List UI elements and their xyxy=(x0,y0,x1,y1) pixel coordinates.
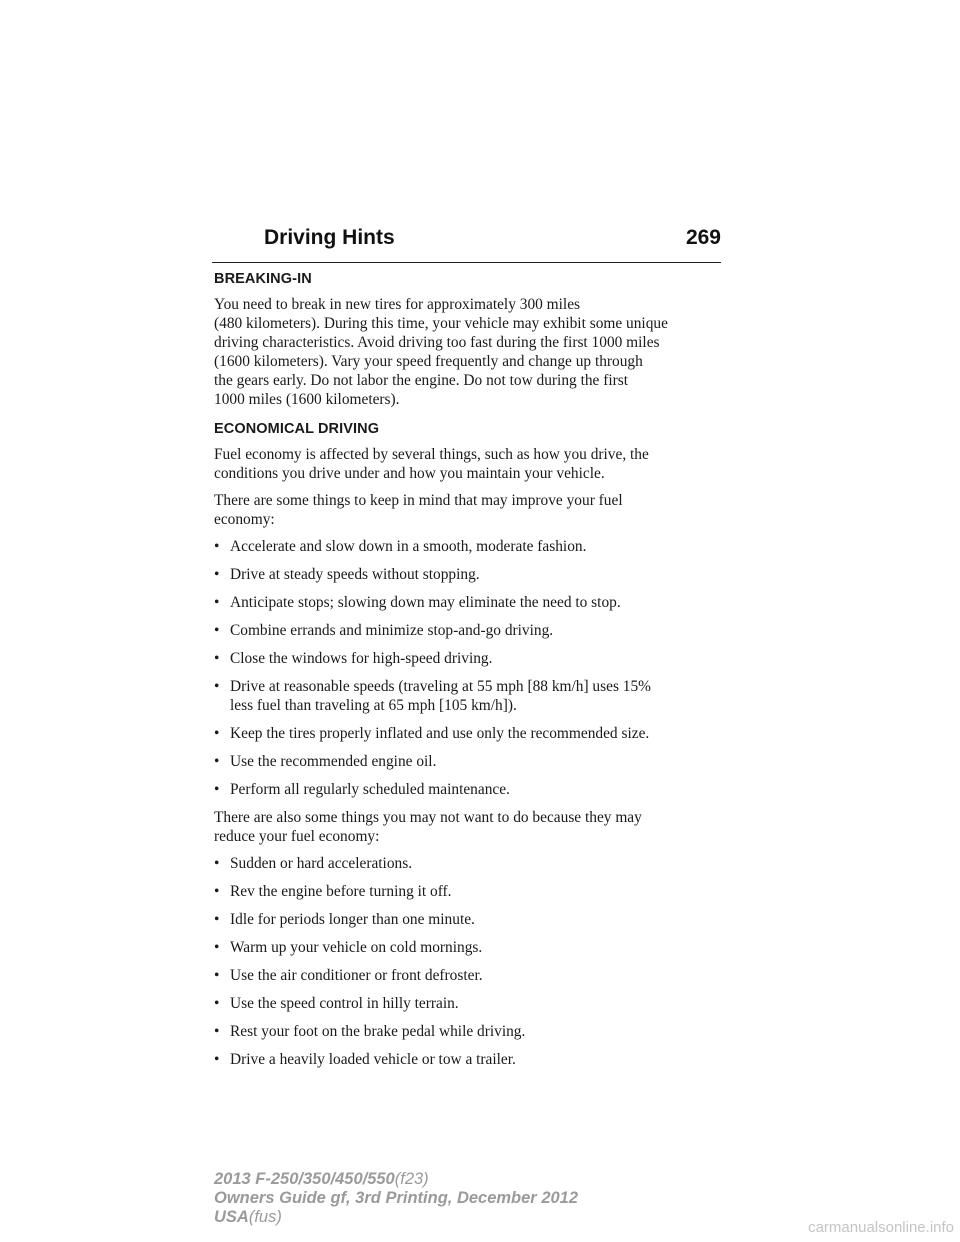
text-line: Fuel economy is affected by several things, such as how you drive, the xyxy=(214,446,649,463)
bullet-icon: • xyxy=(214,781,220,798)
list-item: • Drive at reasonable speeds (traveling at 55 mph [88 km/h] uses 15% less fuel than traveling at 65 mph [105 km/h]). xyxy=(214,678,651,714)
text-line: You need to break in new tires for approximately 300 miles xyxy=(214,296,581,313)
list-item: • Close the windows for high-speed driving. xyxy=(214,650,493,667)
reduce-intro-paragraph xyxy=(214,808,726,846)
document-footer xyxy=(214,1170,578,1227)
text-line: (480 kilometers). During this time, your vehicle may exhibit some unique xyxy=(214,315,668,332)
breaking-in-paragraph xyxy=(214,295,726,409)
list-item: • Warm up your vehicle on cold mornings. xyxy=(214,939,483,956)
text-line: There are some things to keep in mind that may improve your fuel xyxy=(214,492,623,509)
footer-guide-line: Owners Guide gf, 3rd Printing, December 2012 xyxy=(214,1189,579,1207)
list-item: • Anticipate stops; slowing down may eliminate the need to stop. xyxy=(214,594,621,611)
bullet-icon: • xyxy=(214,566,220,583)
bullet-icon: • xyxy=(214,883,220,900)
list-item: • Accelerate and slow down in a smooth, moderate fashion. xyxy=(214,538,587,555)
bullet-icon: • xyxy=(214,939,220,956)
text-line: 1000 miles (1600 kilometers). xyxy=(214,391,400,408)
text-line: reduce your fuel economy: xyxy=(214,828,380,845)
bullet-icon: • xyxy=(214,594,220,611)
bullet-icon: • xyxy=(214,1023,220,1040)
section-heading-economical-driving: ECONOMICAL DRIVING xyxy=(214,421,380,437)
footer-model-line: 2013 F-250/350/450/550(f23) xyxy=(214,1170,429,1188)
improve-intro-paragraph xyxy=(214,491,726,529)
page-content xyxy=(214,270,726,1078)
bullet-icon: • xyxy=(214,911,220,928)
list-item: • Use the recommended engine oil. xyxy=(214,753,437,770)
text-line: the gears early. Do not labor the engine. Do not tow during the first xyxy=(214,372,629,389)
bullet-icon: • xyxy=(214,1051,220,1068)
list-item: • Use the air conditioner or front defroster. xyxy=(214,967,483,984)
text-line: driving characteristics. Avoid driving too fast during the first 1000 miles xyxy=(214,334,660,351)
economy-intro-paragraph xyxy=(214,445,726,483)
list-item: • Keep the tires properly inflated and use only the recommended size. xyxy=(214,725,650,742)
text-line: (1600 kilometers). Vary your speed frequently and change up through xyxy=(214,353,643,370)
text-line: economy: xyxy=(214,511,275,528)
footer-region-line: USA(fus) xyxy=(214,1208,282,1226)
list-item: • Drive a heavily loaded vehicle or tow a trailer. xyxy=(214,1051,516,1068)
list-item: • Combine errands and minimize stop-and-go driving. xyxy=(214,622,554,639)
list-item: • Drive at steady speeds without stopping. xyxy=(214,566,480,583)
bullet-icon: • xyxy=(214,622,220,639)
bullet-icon: • xyxy=(214,725,220,742)
watermark: carmanualsonline.info xyxy=(808,1219,954,1236)
text-line: conditions you drive under and how you maintain your vehicle. xyxy=(214,465,605,482)
text-line: There are also some things you may not want to do because they may xyxy=(214,809,642,826)
list-item: • Use the speed control in hilly terrain. xyxy=(214,995,459,1012)
bullet-icon: • xyxy=(214,855,220,872)
page-title: Driving Hints xyxy=(264,226,395,249)
list-item: • Idle for periods longer than one minute. xyxy=(214,911,475,928)
list-item: • Rev the engine before turning it off. xyxy=(214,883,452,900)
bullet-icon: • xyxy=(214,538,220,555)
page-number: 269 xyxy=(685,226,721,249)
list-item: • Perform all regularly scheduled maintenance. xyxy=(214,781,510,798)
reduce-economy-list xyxy=(214,854,726,1069)
page-header xyxy=(212,226,721,263)
improve-economy-list xyxy=(214,537,726,799)
bullet-icon: • xyxy=(214,650,220,667)
bullet-icon: • xyxy=(214,678,220,695)
list-item: • Sudden or hard accelerations. xyxy=(214,855,413,872)
list-item: • Rest your foot on the brake pedal while driving. xyxy=(214,1023,526,1040)
section-heading-breaking-in: BREAKING-IN xyxy=(214,271,312,287)
bullet-icon: • xyxy=(214,995,220,1012)
bullet-icon: • xyxy=(214,967,220,984)
bullet-icon: • xyxy=(214,753,220,770)
